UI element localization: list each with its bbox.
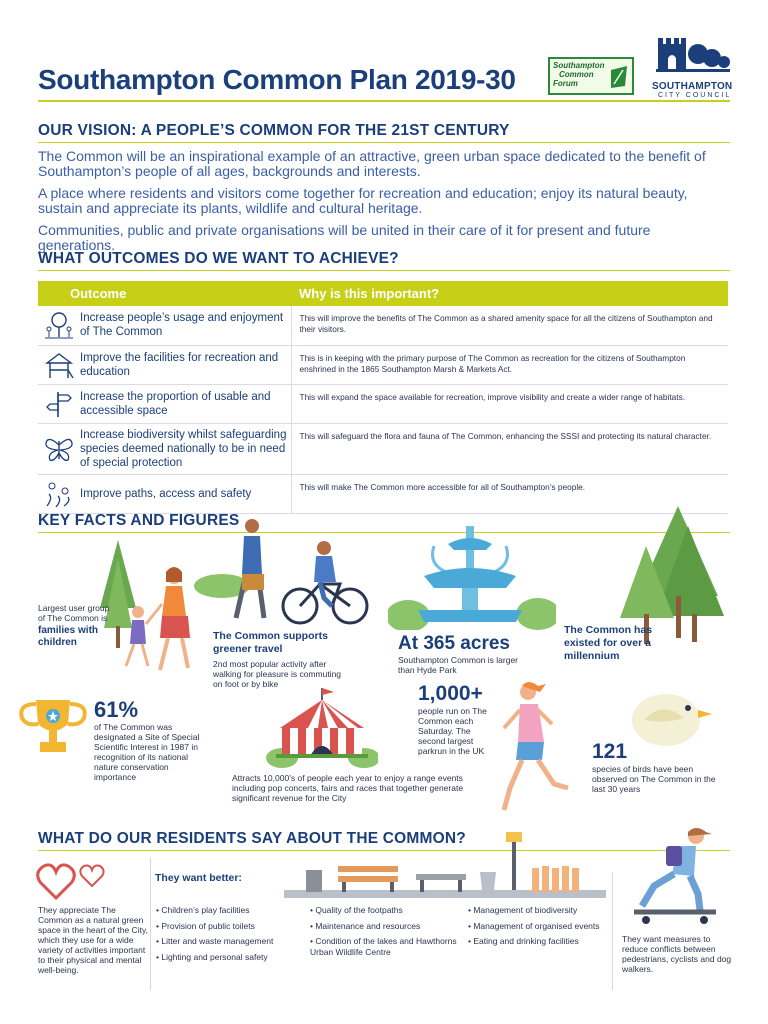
forum-logo: Southampton Common Forum	[548, 57, 634, 95]
outcomes-table	[38, 281, 728, 514]
outcome-why: This will expand the space available for recreation, improve visibility and create a wider range of habitats.	[291, 384, 728, 423]
outcome-label: Increase people’s usage and enjoyment of The Common	[80, 312, 284, 339]
outcome-column-header: Outcome	[38, 281, 291, 306]
butterfly-icon	[42, 434, 76, 464]
outcome-label: Improve paths, access and safety	[80, 487, 252, 500]
vision-paragraph: Communities, public and private organisations will be united in their care of it for present and future generations.	[38, 222, 651, 253]
outcomes-heading: WHAT OUTCOMES DO WE WANT TO ACHIEVE?	[38, 250, 399, 267]
events-text: Attracts 10,000’s of people each year to enjoy a range events including pop concerts, fairs and races that together generate significant revenue for the City	[232, 773, 464, 803]
list-item: • Litter and waste management	[156, 936, 274, 946]
list-item: • Quality of the footpaths	[310, 905, 403, 915]
outcome-why: This will improve the benefits of The Common as a shared amenity space for all the citizens of Southampton and their visitors.	[291, 306, 728, 345]
list-item: • Management of organised events	[468, 920, 600, 931]
hearts-icon	[36, 862, 116, 902]
trophy-icon	[14, 698, 92, 754]
parkrun-number: 1,000+	[418, 682, 483, 705]
table-row	[38, 345, 728, 384]
sssi-text: of The Common was designated a Site of Special Scientific Interest in 1987 in recognition of its national nature conservation importance	[94, 722, 200, 782]
list-item: • Provision of public toilets	[156, 920, 255, 931]
outcome-label: Improve the facilities for recreation and education	[80, 351, 279, 378]
families-pre: Largest user group of The Common is	[38, 603, 110, 623]
sssi-number: 61%	[94, 697, 139, 722]
title-divider	[38, 100, 730, 102]
council-name: SOUTHAMPTON	[652, 81, 733, 92]
family-illustration	[96, 538, 206, 678]
want-better-col3	[468, 905, 608, 952]
outcomes-divider	[38, 270, 730, 271]
fountain-illustration	[388, 524, 556, 630]
millennium-text: The Common has existed for over a millennium	[564, 624, 653, 662]
list-item: • Eating and drinking facilities	[468, 936, 579, 946]
vision-text	[38, 149, 730, 260]
why-column-header: Why is this important?	[291, 281, 728, 306]
sssi-fact	[94, 697, 206, 782]
want-better-col1	[156, 905, 304, 967]
castle-icon	[652, 30, 732, 74]
list-item: • Children’s play facilities	[156, 905, 250, 915]
acres-fact	[398, 633, 518, 675]
council-logo	[652, 30, 733, 99]
parkrun-fact	[418, 682, 498, 756]
tree-people-icon	[42, 310, 76, 340]
outcome-label: Increase biodiversity whilst safeguarding species deemed nationally to be in need of special protection	[80, 428, 287, 469]
outcome-label: Increase the proportion of usable and accessible space	[80, 390, 271, 417]
outcome-why: This will safeguard the flora and fauna of The Common, enhancing the SSSI and protecting its natural character.	[291, 423, 728, 474]
circus-tent-illustration	[266, 686, 378, 770]
park-facilities-illustration	[284, 832, 606, 900]
vision-divider	[38, 142, 730, 143]
conflicts-text: They want measures to reduce conflicts between pedestrians, cyclists and dog walkers.	[622, 934, 732, 974]
table-row	[38, 306, 728, 345]
birds-text: species of birds have been observed on The Common in the last 30 years	[592, 764, 716, 794]
parkrun-text: people run on The Common each Saturday. The second largest parkrun in the UK	[418, 706, 487, 756]
list-item: • Lighting and personal safety	[156, 951, 268, 962]
want-better-title: They want better:	[155, 872, 242, 884]
birds-number: 121	[592, 740, 628, 763]
vision-paragraph: A place where residents and visitors come together for recreation and education; enjoy its natural beauty, sustain and appreciate its plants, wildlife and cultural heritage.	[38, 185, 688, 216]
residents-heading: WHAT DO OUR RESIDENTS SAY ABOUT THE COMMON?	[38, 830, 466, 847]
footpath-icon	[42, 479, 76, 509]
playground-icon	[42, 350, 76, 380]
signpost-icon	[42, 389, 76, 419]
want-better-col2	[310, 905, 460, 962]
facts-heading: KEY FACTS AND FIGURES	[38, 512, 240, 529]
outcomes-header-row	[38, 281, 728, 306]
travel-title: The Common supports greener travel	[213, 630, 328, 655]
council-subname: CITY COUNCIL	[658, 92, 732, 99]
page-title: Southampton Common Plan 2019-30	[38, 64, 516, 95]
vision-heading: OUR VISION: A PEOPLE’S COMMON FOR THE 21ST CENTURY	[38, 122, 510, 139]
runner-illustration	[496, 680, 576, 816]
table-row	[38, 423, 728, 474]
skateboarder-illustration	[620, 824, 720, 928]
travel-fact	[213, 630, 348, 689]
travel-text: 2nd most popular activity after walking for pleasure is commuting on foot or by bike	[213, 659, 342, 689]
list-item: • Maintenance and resources	[310, 920, 421, 931]
outcome-why: This is in keeping with the primary purpose of The Common as recreation for the citizens of Southampton enshrined in the 1865 Southampton Marsh & Markets Act.	[291, 345, 728, 384]
acres-text: Southampton Common is larger than Hyde Park	[398, 655, 519, 675]
commuters-illustration	[192, 518, 372, 630]
appreciate-text: They appreciate The Common as a natural green space in the heart of the City, which they use for a wide variety of activities important to their physical and mental well-being.	[38, 905, 148, 975]
outcome-why: This will make The Common more accessible for all of Southampton’s people.	[291, 474, 728, 513]
leaf-icon	[609, 64, 629, 90]
list-item: • Condition of the lakes and Hawthorns Urban Wildlife Centre	[310, 936, 457, 957]
table-row	[38, 384, 728, 423]
vertical-divider	[612, 872, 613, 990]
vision-paragraph: The Common will be an inspirational example of an attractive, green urban space dedicated to the benefit of Southampton’s people of all ages, backgrounds and interests.	[38, 148, 706, 179]
list-item: • Management of biodiversity	[468, 905, 578, 915]
families-bold: families with children	[38, 625, 99, 648]
vertical-divider	[150, 858, 151, 990]
birds-fact	[592, 740, 742, 764]
acres-title: At 365 acres	[398, 633, 510, 654]
families-text	[38, 603, 110, 649]
